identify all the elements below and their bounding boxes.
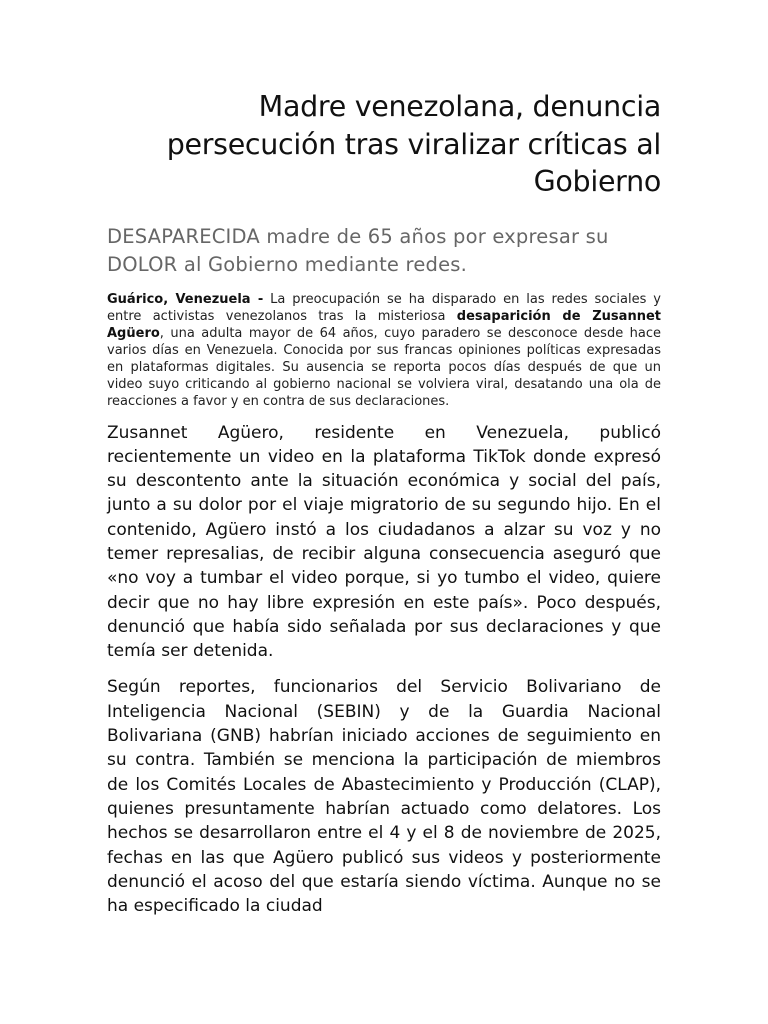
lead-bold-name: desaparición de Zusannet Agüero xyxy=(107,308,661,341)
lead-text-2: , una adulta mayor de 64 años, cuyo paradero se desconoce desde hace varios días en Venezuela. Conocida por sus francas opiniones políticas expresadas en plataformas digitales. Su ausencia se reporta pocos días después de que un video suyo criticando al gobierno nacional se volviera viral, desatando una ola de reacciones a favor y en contra de sus declaraciones. xyxy=(107,325,661,409)
article-title: Madre venezolana, denuncia persecución tras viralizar críticas al Gobierno xyxy=(166,90,661,198)
lead-text-1: La preocupación se ha disparado en las redes sociales y entre activistas venezolanos tras la misteriosa xyxy=(107,291,661,324)
body-paragraph-1: Zusannet Agüero, residente en Venezuela, publicó recientemente un video en la plataforma TikTok donde expresó su descontento ante la situación económica y social del país, junto a su dolor por el viaje migratorio de su segundo hijo. En el contenido, Agüero instó a los ciudadanos a alzar su voz y no temer represalias, de recibir alguna consecuencia aseguró que «no voy a tumbar el video porque, si yo tumbo el video, quiere decir que no hay libre expresión en este país». Poco después, denunció que había sido señalada por sus declaraciones y que temía ser detenida. xyxy=(107,422,661,662)
dateline: Guárico, Venezuela - xyxy=(107,291,264,307)
lead-paragraph xyxy=(107,291,661,410)
body-paragraph-2: Según reportes, funcionarios del Servicio Bolivariano de Inteligencia Nacional (SEBIN) y de la Guardia Nacional Bolivariana (GNB) habrían iniciado acciones de seguimiento en su contra. También se menciona la participación de miembros de los Comités Locales de Abastecimiento y Producción (CLAP), quienes presuntamente habrían actuado como delatores. Los hechos se desarrollaron entre el 4 y el 8 de noviembre de 2025, fechas en las que Agüero publicó sus videos y posteriormente denunció el acoso del que estaría siendo víctima. Aunque no se ha especificado la ciudad xyxy=(107,677,661,917)
article-subtitle: DESAPARECIDA madre de 65 años por expresar su DOLOR al Gobierno mediante redes. xyxy=(107,224,609,276)
document-page xyxy=(107,88,661,918)
